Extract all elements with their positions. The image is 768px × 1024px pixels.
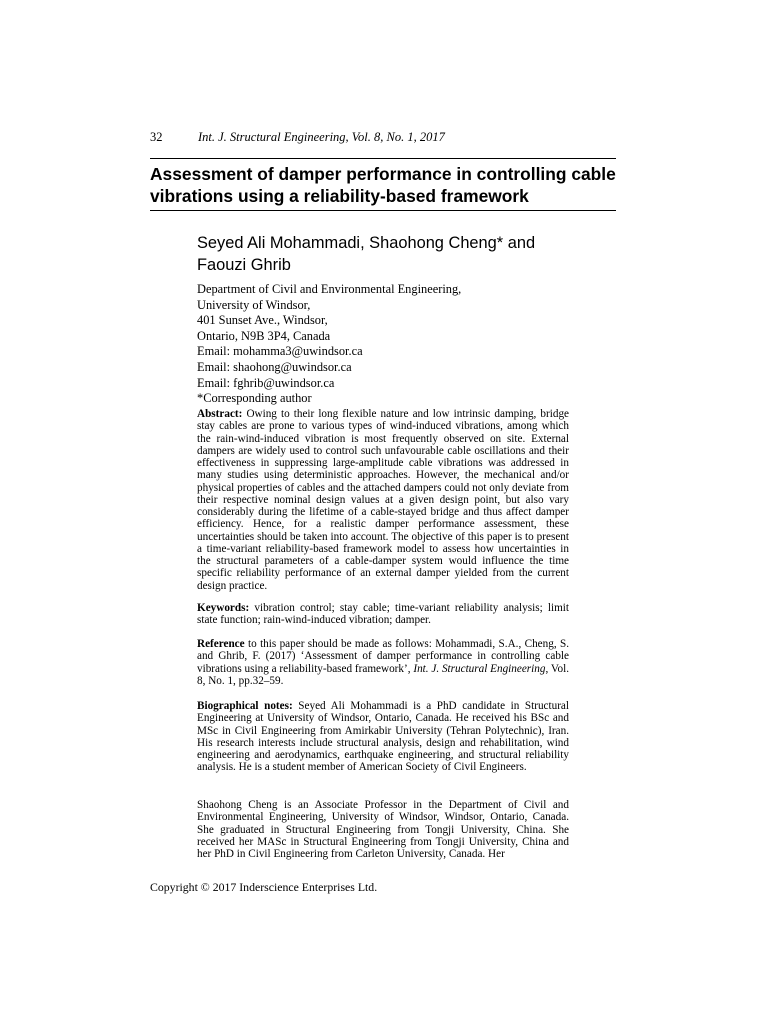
journal-citation: Int. J. Structural Engineering, Vol. 8, No. 1, 2017 <box>198 130 445 144</box>
affiliation-street: 401 Sunset Ave., Windsor, <box>197 313 328 328</box>
abstract-text: Owing to their long flexible nature and low intrinsic damping, bridge stay cables are prone to various types of wind-induced vibrations, among which the rain-wind-induced vibration is most frequently observed on site. External dampers are widely used to control such unfavourable cable oscillations and their effectiveness in suppressing large-amplitude cable vibrations was addressed in many studies using deterministic approaches. However, the mechanical and/or physical properties of cables and the attached dampers could not only deviate from their respective nominal design values at a given design point, but also vary considerably during the lifetime of a cable-stayed bridge and thus affect damper efficiency. Hence, for a realistic damper performance assessment, these uncertainties should be taken into account. The objective of this paper is to present a time-variant reliability-based framework model to assess how uncertainties in the structural parameters of a cable-damper system would influence the time specific reliability performance of an external damper yielded from the current design practice. <box>197 408 570 592</box>
keywords-text: vibration control; stay cable; time-variant reliability analysis; limit state function; rain-wind-induced vibration; damper. <box>197 602 570 627</box>
author-affiliation <box>197 282 577 407</box>
reference-journal: Int. J. Structural Engineering <box>413 662 546 675</box>
reference-volume: , Vol. 8, No. 1, pp.32–59. <box>197 662 570 687</box>
bio-cheng: Shaohong Cheng is an Associate Professor in the Department of Civil and Environmental Engineering, University of Windsor, Windsor, Ontario, Canada. She graduated in Structural Engineering from Tongji University, China. She received her MASc in Structural Engineering from Tongji University, China and her PhD in Civil Engineering from Carleton University, Canada. Her <box>197 799 569 860</box>
corresponding-author-note: *Corresponding author <box>197 391 312 406</box>
abstract-label: Abstract: <box>197 408 243 420</box>
affiliation-city: Ontario, N9B 3P4, Canada <box>197 328 331 343</box>
keywords <box>197 602 569 627</box>
biographical-notes-label: Biographical notes: <box>197 700 293 712</box>
running-head <box>150 129 620 145</box>
bio-mohammadi: Seyed Ali Mohammadi is a PhD candidate in Structural Engineering at University of Windsor, Ontario, Canada. He received his BSc and MSc in Civil Engineering from Amirkabir University (Tehran Polytechnic), Iran. His research interests include structural analysis, design and rehabilitation, wind engineering and aerodynamics, earthquake engineering, and structural reliability analysis. He is a student member of American Society of Civil Engineers. <box>197 700 570 774</box>
email-mohammadi[interactable]: Email: mohamma3@uwindsor.ca <box>197 344 363 359</box>
reference-text: to this paper should be made as follows: Mohammadi, S.A., Cheng, S. and Ghrib, F. (2017) ‘Assessment of damper performance in controlling cable vibrations using a reliability-based framework’, <box>197 638 570 675</box>
author-list: Seyed Ali Mohammadi, Shaohong Cheng* and Faouzi Ghrib <box>197 234 536 274</box>
email-ghrib[interactable]: Email: fghrib@uwindsor.ca <box>197 375 335 390</box>
title-bottom-rule <box>150 210 616 211</box>
reference-note <box>197 638 569 687</box>
page-number: 32 <box>150 130 163 144</box>
email-cheng[interactable]: Email: shaohong@uwindsor.ca <box>197 359 352 374</box>
biographical-notes <box>197 700 569 774</box>
keywords-label: Keywords: <box>197 602 250 614</box>
paper-title: Assessment of damper performance in controlling cable vibrations using a reliability-based framework <box>150 164 616 206</box>
title-top-rule <box>150 158 616 159</box>
copyright-notice: Copyright © 2017 Inderscience Enterprises Ltd. <box>150 880 378 894</box>
abstract <box>197 408 569 592</box>
reference-label: Reference <box>197 638 245 650</box>
affiliation-university: University of Windsor, <box>197 297 311 312</box>
affiliation-department: Department of Civil and Environmental Engineering, <box>197 282 462 296</box>
